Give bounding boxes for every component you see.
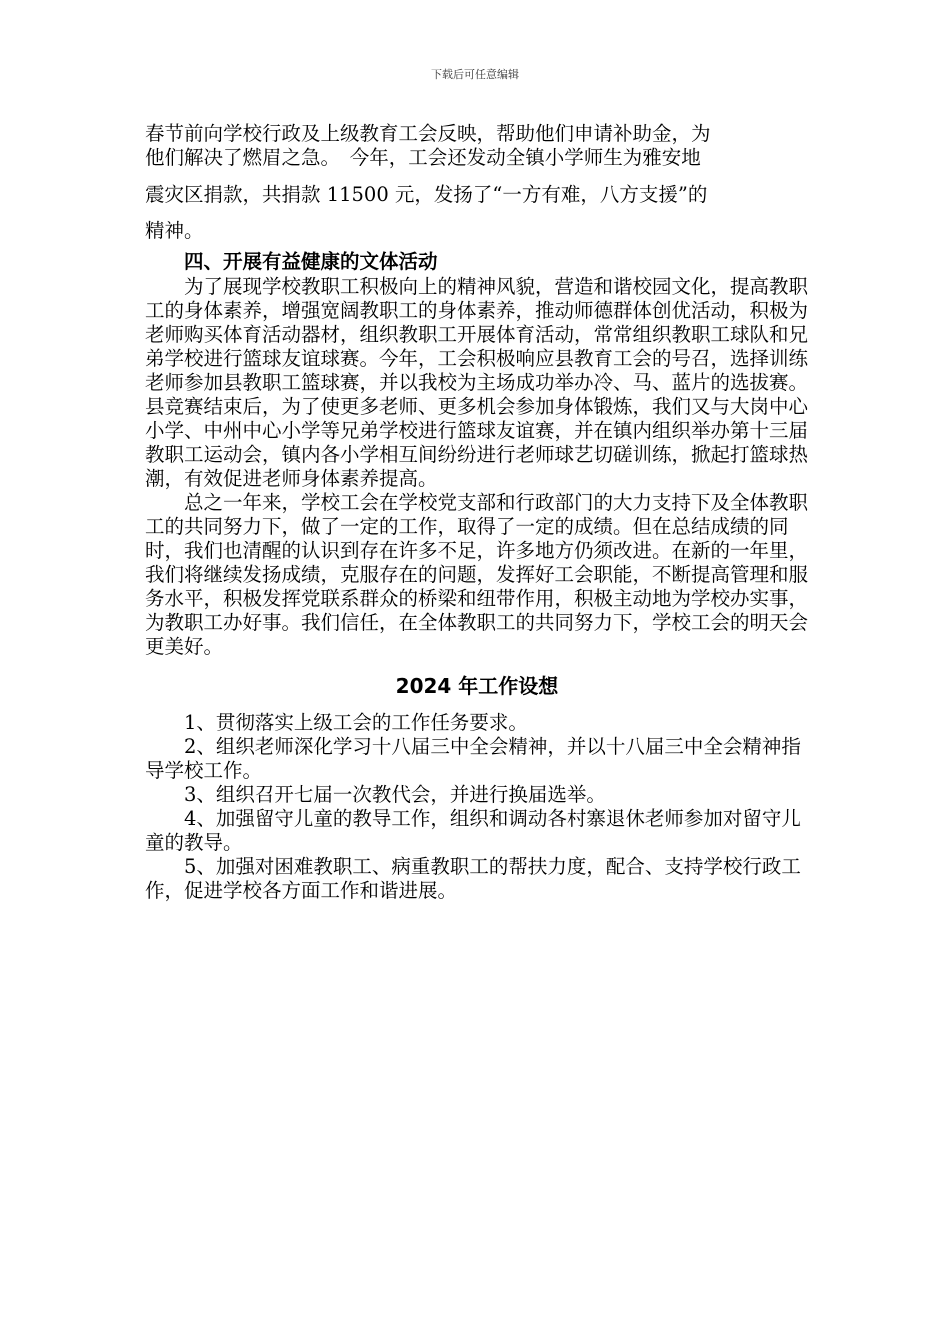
plan-title: 2024 年工作设想 bbox=[395, 674, 559, 698]
plan-item-5: 5、加强对困难教职工、病重教职工的帮扶力度，配合、支持学校行政工作，促进学校各方面工作和谐进展。 bbox=[145, 855, 801, 902]
plan-item-4: 4、加强留守儿童的教导工作，组织和调动各村寨退休老师参加对留守儿童的教导。 bbox=[145, 807, 801, 854]
intro-line-1: 春节前向学校行政及上级教育工会反映，帮助他们申请补助金，为 bbox=[145, 122, 711, 145]
intro-line-4: 精神。 bbox=[145, 219, 204, 242]
intro-line-3: 震灾区捐款，共捐款 11500 元，发扬了“一方有难，八方支援”的 bbox=[145, 183, 708, 206]
intro-line-2: 他们解决了燃眉之急。 今年，工会还发动全镇小学师生为雅安地 bbox=[145, 146, 701, 169]
plan-item-2: 2、组织老师深化学习十八届三中全会精神，并以十八届三中全会精神指导学校工作。 bbox=[145, 735, 801, 782]
section-heading: 四、开展有益健康的文体活动 bbox=[184, 250, 438, 273]
page-header-note: 下载后可任意编辑 bbox=[431, 68, 519, 81]
plan-item-3: 3、组织召开七届一次教代会，并进行换届选举。 bbox=[184, 783, 606, 806]
plan-item-1: 1、贯彻落实上级工会的工作任务要求。 bbox=[184, 711, 528, 734]
document-body bbox=[145, 122, 809, 903]
section-paragraph: 为了展现学校教职工积极向上的精神风貌，营造和谐校园文化，提高教职工的身体素养，增强宽阔教职工的身体素养，推动师德群体创优活动，积极为老师购买体育活动器材，组织教职工开展体育活动，常常组织教职工球队和兄弟学校进行篮球友谊球赛。今年，工会积极响应县教育工会的号召，选择训练老师参加县教职工篮球赛，并以我校为主场成功举办冷、马、蓝片的选拔赛。县竞赛结束后，为了使更多老师、更多机会参加身体锻炼，我们又与大岗中心小学、中州中心小学等兄弟学校进行篮球友谊赛，并在镇内组织举办第十三届教职工运动会，镇内各小学相互间纷纷进行老师球艺切磋训练，掀起打篮球热潮，有效促进老师身体素养提高。 bbox=[145, 275, 809, 490]
summary-paragraph: 总之一年来，学校工会在学校党支部和行政部门的大力支持下及全体教职工的共同努力下，做了一定的工作，取得了一定的成绩。但在总结成绩的同时，我们也清醒的认识到存在许多不足，许多地方仍须改进。在新的一年里，我们将继续发扬成绩，克服存在的问题，发挥好工会职能，不断提高管理和服务水平，积极发挥党联系群众的桥梁和纽带作用，积极主动地为学校办实事，为教职工办好事。我们信任，在全体教职工的共同努力下，学校工会的明天会更美好。 bbox=[145, 491, 809, 658]
